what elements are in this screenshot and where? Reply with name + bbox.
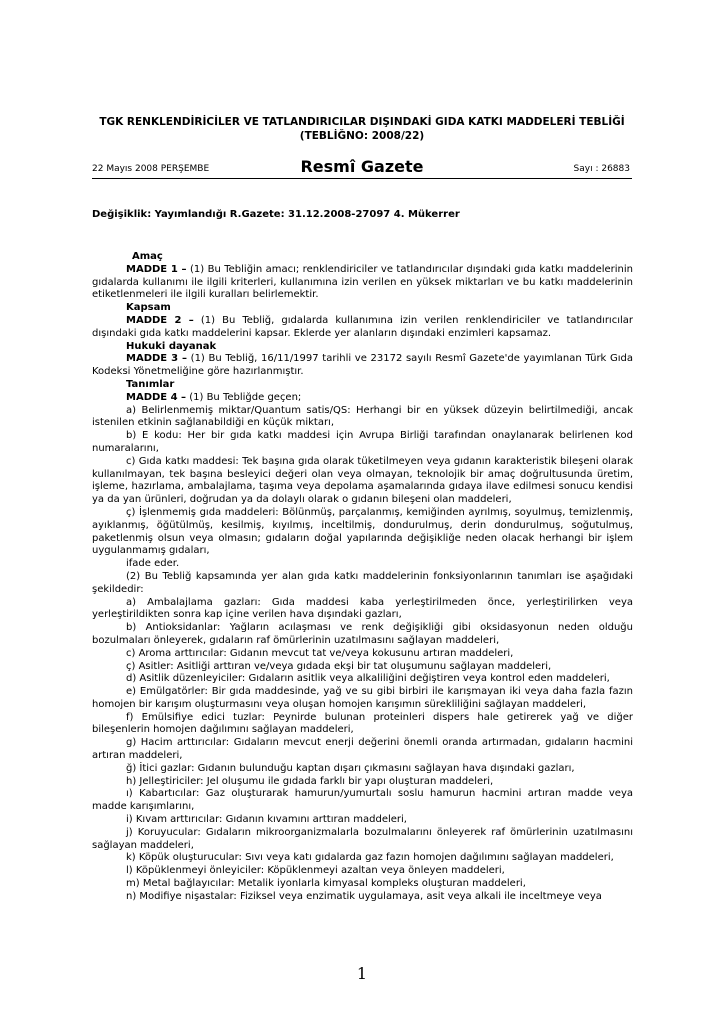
- function-definition: b) Antioksidanlar: Yağların acılaşması ve renk değişikliği gibi oksidasyonun neden olduğu bozulmaları önleyerek, gıdaların raf ömürlerinin uzatılmasını sağlayan maddeleri,: [92, 622, 633, 646]
- heading-amac: Amaç: [132, 251, 163, 262]
- article-2: [92, 315, 633, 341]
- function-definition: l) Köpüklenmeyi önleyiciler: Köpüklenmeyi azaltan veya önleyen maddeleri,: [126, 865, 505, 877]
- definition-paragraph: c) Gıda katkı maddesi: Tek başına gıda olarak tüketilmeyen veya gıdanın karakteristik bileşeni olarak kullanılmayan, tek başına besleyici değeri olan veya olmayan, teknolojik bir amaç doğrultusunda üretim, işleme, hazırlama, ambalajlama, taşıma veya depolama aşamalarında gıdaya ilave edilmesi sonucu kendisi ya da yan ürünleri, doğrudan ya da dolaylı olarak o gıdanın bileşeni olan maddeleri,: [92, 455, 633, 506]
- function-definition: h) Jelleştiriciler: Jel oluşumu ile gıdada farklı bir yapı oluşturan maddeleri,: [126, 775, 494, 787]
- document-number: (TEBLİĞNO: 2008/22): [299, 130, 425, 142]
- article-3: [92, 353, 633, 379]
- article-2-label: MADDE 2 –: [126, 314, 194, 326]
- definition-paragraph: (2) Bu Tebliğ kapsamında yer alan gıda katkı maddelerinin fonksiyonlarının tanımları ise aşağıdaki şekildedir:: [92, 570, 633, 595]
- function-definition: i) Kıvam arttırıcılar: Gıdanın kıvamını arttıran maddeleri,: [126, 814, 407, 826]
- function-definition: ğ) İtici gazlar: Gıdanın bulunduğu kaptan dışarı çıkmasını sağlayan hava dışındaki gazları,: [126, 762, 575, 774]
- function-definition: ı) Kabartıcılar: Gaz oluşturarak hamurun/yumurtalı soslu hamurun hacmini artıran madde veya madde karışımlarını,: [92, 788, 633, 813]
- article-1-text: (1) Bu Tebliğin amacı; renklendiriciler ve tatlandırıcılar dışındaki gıda katkı maddelerinin gıdalarda kullanımı ile ilgili kriterleri, kullanımına izin verilen en yüksek miktarları ve bu katkı maddelerinin etiketlenmeleri ile ilgili kuralları belirlemektir.: [92, 263, 633, 301]
- function-definition: d) Asitlik düzenleyiciler: Gıdaların asitlik veya alkaliliğini değiştiren veya kontrol eden maddeleri,: [126, 673, 610, 685]
- function-definition: k) Köpük oluşturucular: Sıvı veya katı gıdalarda gaz fazın homojen dağılımını sağlayan maddeleri,: [126, 852, 614, 864]
- document-body: [92, 251, 633, 904]
- article-2-text: (1) Bu Tebliğ, gıdalarda kullanımına izin verilen renklendiriciler ve tatlandırıcılar dışındaki gıda katkı maddelerini kapsar. Eklerde yer alanların dışındaki enzimleri kapsamaz.: [92, 314, 633, 339]
- article-1-label: MADDE 1 –: [126, 263, 187, 275]
- article-1: [92, 264, 633, 302]
- function-definition: c) Aroma arttırıcılar: Gıdanın mevcut tat ve/veya kokusunu artıran maddeleri,: [126, 647, 514, 659]
- function-definition: j) Koruyucular: Gıdaların mikroorganizmalarla bozulmalarını önleyerek raf ömürlerinin uzatılmasını sağlayan maddeleri,: [92, 826, 633, 851]
- amendment-note: Değişiklik: Yayımlandığı R.Gazete: 31.12.2008-27097 4. Mükerrer: [92, 209, 460, 220]
- function-definition: n) Modifiye nişastalar: Fiziksel veya enzimatik uygulamaya, asit veya alkali ile inceltmeye veya: [126, 890, 602, 902]
- definition-paragraph: ifade eder.: [126, 558, 180, 570]
- definition-paragraph: a) Belirlenmemiş miktar/Quantum satis/QS: Herhangi bir en yüksek düzeyin belirtilmediği, ancak istenilen etkinin sağlanabildiği en küçük miktarı,: [92, 404, 633, 429]
- function-definition: m) Metal bağlayıcılar: Metalik iyonlarla kimyasal kompleks oluşturan maddeleri,: [126, 878, 526, 890]
- heading-hukuki-dayanak: Hukuki dayanak: [126, 340, 217, 352]
- article-3-text: (1) Bu Tebliğ, 16/11/1997 tarihli ve 23172 sayılı Resmî Gazete'de yayımlanan Türk Gıda Kodeksi Yönetmeliğine göre hazırlanmıştır.: [92, 353, 634, 378]
- page-number: 1: [356, 964, 368, 983]
- document-title: TGK RENKLENDİRİCİLER VE TATLANDIRICILAR DIŞINDAKİ GIDA KATKI MADDELERİ TEBLİĞİ: [99, 116, 625, 128]
- function-definition: a) Ambalajlama gazları: Gıda maddesi kaba yerleştirilmeden önce, yerleştirilirken veya yerleştirildikten sonra kap içine verilen hava dışındaki gazları,: [92, 596, 633, 621]
- article-3-label: MADDE 3 –: [126, 353, 188, 365]
- article-4-label: MADDE 4 –: [126, 391, 187, 403]
- gazette-issue-number: Sayı : 26883: [573, 164, 630, 174]
- definition-paragraph: ç) İşlenmemiş gıda maddeleri: Bölünmüş, parçalanmış, kemiğinden ayrılmış, soyulmuş, temizlenmiş, ayıklanmış, öğütülmüş, kesilmiş, kıyılmış, inceltilmiş, dondurulmuş, derin dondurulmuş, soğutulmuş, paketlenmiş olsun veya olmasın; gıdaların doğal yapılarında değişikliğe neden olacak herhangi bir işlem uygulanmamış gıdaları,: [92, 506, 633, 557]
- gazette-date: 22 Mayıs 2008 PERŞEMBE: [92, 164, 210, 174]
- function-definition: f) Emülsifiye edici tuzlar: Peynirde bulunan proteinleri dispers hale getirerek yağ ve diğer bileşenlerin homojen dağılımını sağlayan maddeleri,: [92, 711, 633, 736]
- function-definition: g) Hacim arttırıcılar: Gıdaların mevcut enerji değerini önemli oranda artırmadan, gıdaların hacmini artıran maddeleri,: [92, 737, 633, 762]
- gazette-masthead: [92, 156, 632, 179]
- heading-tanimlar: Tanımlar: [126, 378, 175, 390]
- function-definition: e) Emülgatörler: Bir gıda maddesinde, yağ ve su gibi birbiri ile karışmayan iki veya daha fazla fazın homojen bir karışım oluşturmasını veya oluşan homojen karışımın sürekliliğini sağlayan maddeleri,: [92, 686, 633, 710]
- article-4-text: (1) Bu Tebliğde geçen;: [186, 391, 302, 403]
- function-definition: ç) Asitler: Asitliği arttıran ve/veya gıdada ekşi bir tat oluşumunu sağlayan maddeleri,: [126, 660, 552, 672]
- gazette-name: Resmî Gazete: [300, 157, 424, 176]
- definition-paragraph: b) E kodu: Her bir gıda katkı maddesi için Avrupa Birliği tarafından onaylanarak belirlenen kod numaralarını,: [92, 430, 633, 454]
- heading-kapsam: Kapsam: [126, 302, 171, 314]
- article-4: [92, 392, 633, 405]
